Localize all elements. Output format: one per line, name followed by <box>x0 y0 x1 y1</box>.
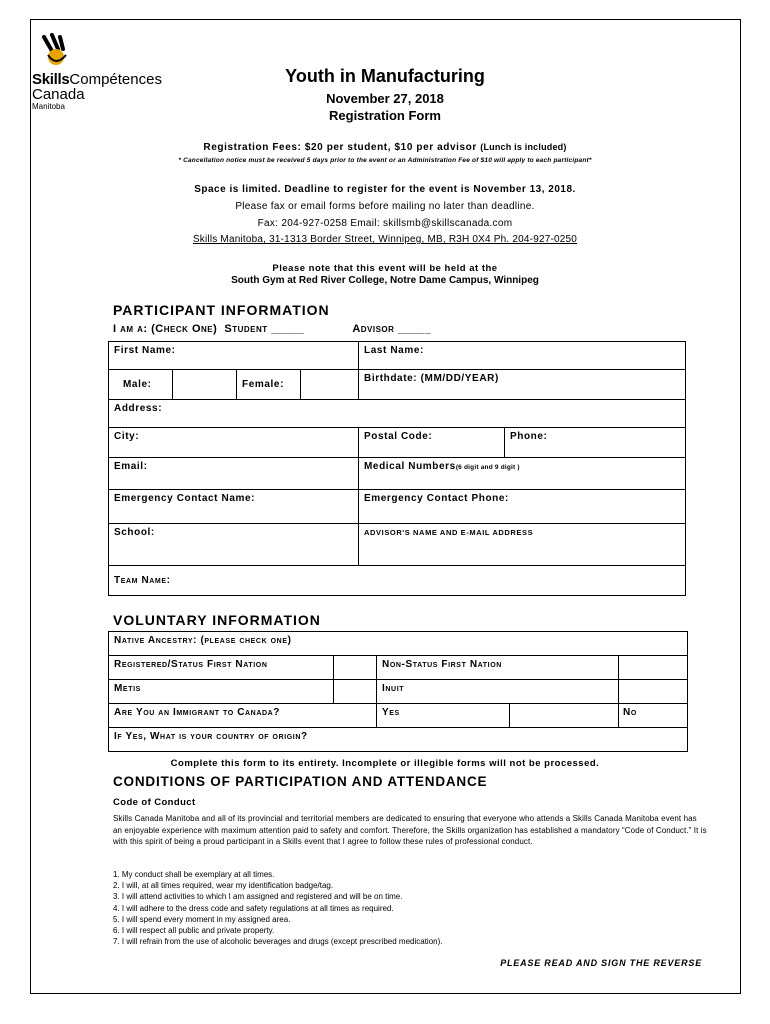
event-date: November 27, 2018 <box>326 91 444 106</box>
registered-label-cell <box>109 656 334 680</box>
medical-numbers-note: (6 digit and 9 digit ) <box>455 464 520 471</box>
no-label-cell[interactable] <box>619 704 688 728</box>
address-label: Address: <box>114 403 163 414</box>
metis-label: Metis <box>114 683 141 694</box>
school-label: School: <box>114 527 155 538</box>
advisor-contact-label: ADVISOR'S NAME AND E-MAIL ADDRESS <box>364 528 534 537</box>
team-name-label: Team Name: <box>114 575 171 586</box>
female-checkbox[interactable] <box>301 370 359 400</box>
deadline-text: Space is limited. Deadline to register for the event is November 13, 2018. <box>194 184 576 195</box>
metis-label-cell <box>109 680 334 704</box>
immigrant-label: Are You an Immigrant to Canada? <box>114 707 281 718</box>
student-option[interactable]: I am a: (Check One) Student _____ <box>113 323 305 335</box>
male-label-cell <box>109 370 173 400</box>
team-name-field[interactable] <box>109 566 686 596</box>
logo-province-text: Manitoba <box>32 102 65 111</box>
birthdate-field[interactable] <box>359 370 686 400</box>
voluntary-table <box>108 631 688 752</box>
form-name: Registration Form <box>329 108 441 123</box>
non-status-checkbox[interactable] <box>619 656 688 680</box>
participant-table <box>108 341 686 596</box>
city-label: City: <box>114 431 140 442</box>
read-and-sign-note: PLEASE READ AND SIGN THE REVERSE <box>500 958 702 968</box>
non-status-label: Non-Status First Nation <box>382 659 502 670</box>
venue-note: Please note that this event will be held at the <box>272 263 498 274</box>
medical-numbers-field[interactable] <box>359 458 686 490</box>
list-item: 4. I will adhere to the dress code and safety regulations at all times as required. <box>113 903 394 913</box>
list-item: 7. I will refrain from the use of alcoholic beverages and drugs (except prescribed medication). <box>113 937 443 947</box>
female-label: Female: <box>242 379 284 390</box>
list-item: 3. I will attend activities to which I am assigned and registered and will be on time. <box>113 892 403 902</box>
postal-code-field[interactable] <box>359 428 505 458</box>
postal-code-label: Postal Code: <box>364 431 433 442</box>
participant-type <box>113 323 431 335</box>
participant-heading: PARTICIPANT INFORMATION <box>113 302 330 318</box>
list-item: 5. I will spend every moment in my assigned area. <box>113 914 291 924</box>
fax-email: Fax: 204-927-0258 Email: skillsmb@skillscanada.com <box>257 218 513 229</box>
phone-field[interactable] <box>505 428 686 458</box>
country-of-origin-field[interactable] <box>109 728 688 752</box>
ancestry-row <box>109 632 688 656</box>
phone-label: Phone: <box>510 431 548 442</box>
list-item: 1. My conduct shall be exemplary at all times. <box>113 870 275 879</box>
fees-text: Registration Fees: $20 per student, $10 per advisor <box>203 142 477 153</box>
country-of-origin-label: If Yes, What is your country of origin? <box>114 731 308 742</box>
school-field[interactable] <box>109 524 359 566</box>
list-item: 6. I will respect all public and private property. <box>113 926 275 936</box>
registered-checkbox[interactable] <box>334 656 377 680</box>
venue-location: South Gym at Red River College, Notre Dame Campus, Winnipeg <box>231 275 539 286</box>
emergency-phone-label: Emergency Contact Phone: <box>364 493 509 504</box>
metis-checkbox[interactable] <box>334 680 377 704</box>
medical-numbers-label: Medical Numbers <box>364 461 456 472</box>
no-label: No <box>623 707 637 718</box>
logo-canada-text: Canada <box>32 86 85 103</box>
male-label: Male: <box>123 379 152 390</box>
first-name-field[interactable] <box>109 342 359 370</box>
male-checkbox[interactable] <box>173 370 237 400</box>
advisor-contact-field[interactable] <box>359 524 686 566</box>
female-label-cell <box>237 370 301 400</box>
last-name-label: Last Name: <box>364 345 424 356</box>
voluntary-heading: VOLUNTARY INFORMATION <box>113 612 321 628</box>
conduct-rules-list <box>113 869 443 947</box>
submit-instructions: Please fax or email forms before mailing no later than deadline. <box>235 201 535 212</box>
conditions-heading: CONDITIONS OF PARTICIPATION AND ATTENDANCE <box>113 774 488 789</box>
cancellation-notice: * Cancellation notice must be received 5 days prior to the event or an Administration Fee of $10 will apply to each participant* <box>178 157 592 164</box>
immigrant-label-cell <box>109 704 377 728</box>
emergency-phone-field[interactable] <box>359 490 686 524</box>
address-field[interactable] <box>109 400 686 428</box>
emergency-name-label: Emergency Contact Name: <box>114 493 256 504</box>
last-name-field[interactable] <box>359 342 686 370</box>
inuit-label-cell <box>377 680 619 704</box>
email-label: Email: <box>114 461 148 472</box>
non-status-label-cell <box>377 656 619 680</box>
emergency-name-field[interactable] <box>109 490 359 524</box>
yes-checkbox[interactable] <box>510 704 619 728</box>
code-of-conduct-subheading: Code of Conduct <box>113 797 196 808</box>
list-item: 2. I will, at all times required, wear my identification badge/tag. <box>113 881 334 891</box>
first-name-label: First Name: <box>114 345 176 356</box>
birthdate-label: Birthdate: (MM/DD/YEAR) <box>364 373 499 384</box>
city-field[interactable] <box>109 428 359 458</box>
advisor-option[interactable]: Advisor _____ <box>352 323 432 335</box>
inuit-checkbox[interactable] <box>619 680 688 704</box>
yes-label: Yes <box>382 707 400 718</box>
complete-form-note: Complete this form to its entirety. Incomplete or illegible forms will not be processed. <box>170 758 600 769</box>
logo-competences-text: Compétences <box>69 71 162 88</box>
mailing-address: Skills Manitoba, 31-1313 Border Street, Winnipeg, MB, R3H 0X4 Ph. 204-927-0250 <box>192 234 578 245</box>
page-title: Youth in Manufacturing <box>285 66 485 86</box>
yes-label-cell <box>377 704 510 728</box>
registration-fees <box>0 142 770 153</box>
lunch-note: (Lunch is included) <box>480 142 567 152</box>
code-of-conduct-paragraph: Skills Canada Manitoba and all of its provincial and territorial members are dedicated to ensuring that everyone who attends a Skills Canada Manitoba event has an enjoyable experience with maximum attention paid to safety and comfort. Therefore, the Skills organization has established a mandatory “Code of Conduct.” It is with this spirit of being a proud participant in a Skills event that I agree to follow these rules of professional conduct. <box>113 814 707 846</box>
inuit-label: Inuit <box>382 683 405 694</box>
email-field[interactable] <box>109 458 359 490</box>
ancestry-label: Native Ancestry: (please check one) <box>114 635 292 646</box>
logo-skills-text: Skills <box>32 71 70 88</box>
registered-label: Registered/Status First Nation <box>114 659 268 670</box>
